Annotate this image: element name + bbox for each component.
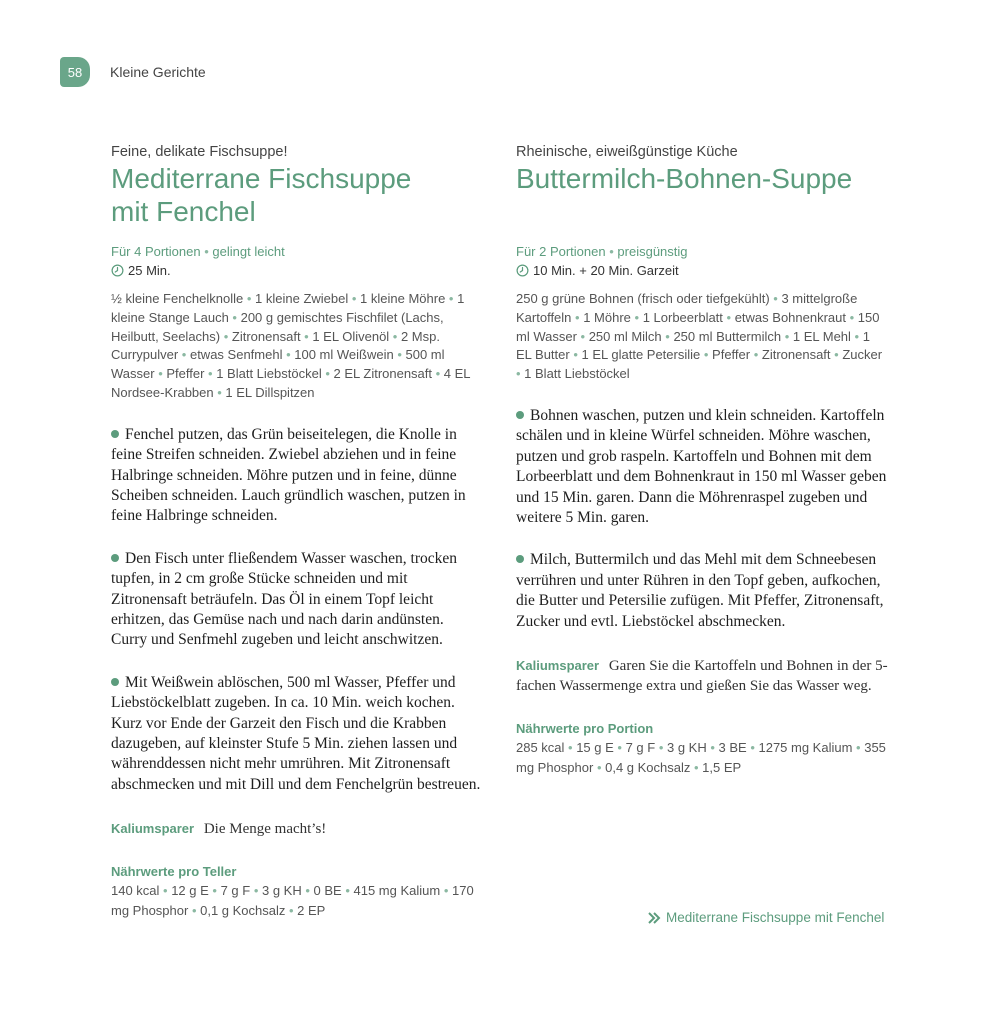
list-item: 250 ml Buttermilch [673,328,782,344]
list-item: 7 g F [220,882,251,898]
separator-dot: • [188,903,201,919]
list-item: 2 EL Zitronensaft [333,366,433,382]
list-item: 1 Lorbeerblatt [642,309,723,325]
step-text: Fenchel putzen, das Grün beiseitelegen, die Knolle in feine Streifen schneiden. Zwiebel abziehen und in feine Halbringe schneiden. Möhre putzen und in feine, dünne Scheiben schneiden. Lauch gründlich waschen, putzen in feine Halbringe schneiden. [111,425,466,525]
recipe-buttermilch-bohnen-suppe [516,142,888,779]
time-row [516,261,888,280]
separator-dot: • [445,291,458,306]
separator-dot: • [661,328,674,344]
separator-dot: • [208,882,221,898]
tip-box [516,656,888,697]
step-paragraph [516,406,888,528]
list-item: 1 kleine Möhre [360,291,446,306]
tip-label: Kaliumsparer [516,658,600,674]
difficulty: gelingt leicht [212,244,285,259]
tip-text: Garen Sie die Kartoffeln und Bohnen in der 5-fachen Wassermenge extra und gießen Sie das Wasser weg. [516,658,888,695]
list-item: 3 g KH [666,739,707,755]
separator-dot: • [440,882,452,898]
recipe-kicker: Rheinische, eiweißgünstige Küche [516,144,738,160]
list-item: 1 EL Olivenöl [312,328,390,344]
separator-dot: • [228,309,241,325]
separator-dot: • [300,328,313,344]
list-item: 1 EL Dillspitzen [225,384,315,400]
list-item: 1 kleine Zwiebel [255,291,349,306]
list-item: 250 ml Milch [588,328,662,344]
list-item: 0 BE [313,882,342,898]
step-text: Milch, Buttermilch und das Mehl mit dem Schneebesen verrühren und unter Rühren in den Topf geben, aufkochen, die Butter und Petersilie zufügen. Mit Pfeffer, Zitronensaft, Zucker und evtl. Liebstöckel abschmecken. [516,551,884,630]
separator-dot: • [781,328,793,344]
recipe-kicker: Feine, delikate Fischsuppe! [111,144,288,160]
recipe-title-line2: mit Fenchel [111,196,256,227]
cross-reference-text: Mediterrane Fischsuppe mit Fenchel [666,910,885,925]
running-head: Kleine Gerichte [110,64,206,80]
step-text: Mit Weißwein ablöschen, 500 ml Wasser, Pfeffer und Liebstöckelblatt zugeben. In ca. 10 Min. weich kochen. Kurz vor Ende der Garzeit den Fisch und die Krabben dazugeben, auf kleinster Stufe 5 Min. ziehen lassen und währenddessen nicht mehr umrühren. Mit Zitronensaft abschmecken und mit Dill und dem Fenchelgrün bestreuen. [111,673,481,793]
nutrition-label: Nährwerte pro Teller [111,863,237,879]
separator-dot: • [213,384,226,400]
list-item: 4 EL Nordsee-Krabben [111,366,471,400]
step-paragraph [111,673,483,795]
separator-dot: • [569,347,582,363]
list-item: 3 BE [718,739,747,755]
separator-dot: • [285,903,298,919]
bullet-dot [111,678,119,686]
cross-reference-link[interactable] [648,910,884,925]
tip-box [111,819,483,839]
tip-label: Kaliumsparer [111,821,195,837]
separator-dot: • [593,760,606,776]
step-paragraph [111,425,483,527]
step-paragraph [111,549,483,651]
separator-dot: • [690,760,703,776]
separator-dot: • [154,366,167,382]
list-item: 100 ml Weißwein [294,347,394,363]
tip-text: Die Menge macht’s! [203,821,327,838]
portions: Für 2 Portionen [516,244,606,259]
bullet-dot [111,430,119,438]
list-item: 1,5 EP [702,760,742,776]
nutrition-values [111,881,483,922]
portions: Für 4 Portionen [111,244,201,259]
separator-dot: • [613,739,626,755]
separator-dot: • [852,739,865,755]
prep-time: 10 Min. + 20 Min. Garzeit [533,263,679,278]
list-item: 2 EP [297,903,326,919]
page-number-tab [60,57,90,87]
list-item: ½ kleine Fenchelknolle [111,291,244,306]
step-paragraph [516,550,888,632]
separator-dot: • [389,328,401,344]
page-number: 58 [67,64,83,80]
list-item: Pfeffer [712,347,751,363]
list-item: 0,4 g Kochsalz [605,760,691,776]
time-row [111,261,483,280]
separator-dot: • [850,328,863,344]
recipe-title-line1: Buttermilch-Bohnen-Suppe [516,163,853,194]
step-text: Bohnen waschen, putzen und klein schneiden. Kartoffeln schälen und in kleine Würfel schneiden. Möhre waschen, putzen und grob raspeln. Kartoffeln und Bohnen mit dem Lorbeerblatt und dem Bohnenkraut in 150 ml Wasser geben und 15 Min. garen. Dann die Möhrenraspel zugeben und weitere 5 Min. garen. [516,406,887,527]
separator-dot: • [282,347,295,363]
bullet-dot [516,411,524,419]
list-item: Zitronensaft [231,328,301,344]
list-item: Zitronensaft [761,347,831,363]
separator-dot: • [250,882,262,898]
prep-time: 25 Min. [128,263,171,278]
ingredient-list [516,290,888,384]
recipe-fischsuppe [111,142,483,922]
list-item: 3 mittelgroße Kartoffeln [516,291,858,325]
recipe-title [516,162,888,195]
separator-dot: • [706,739,719,755]
separator-dot: • [178,347,190,363]
clock-icon [516,264,529,277]
separator-dot: • [432,366,444,382]
list-item: 1 EL glatte Petersilie [581,347,701,363]
separator-dot: • [722,309,735,325]
separator-dot: • [516,366,525,382]
list-item: 15 g E [576,739,614,755]
recipe-meta [516,242,888,261]
list-item: 170 mg Phosphor [111,882,474,919]
separator-dot: • [846,309,858,325]
separator-dot: • [204,244,209,259]
list-item: 355 mg Phosphor [516,739,886,776]
list-item: 250 g grüne Bohnen (frisch oder tiefgekühlt) [516,291,770,306]
list-item: 200 g gemischtes Fischfilet (Lachs, Heilbutt, Seelachs) [111,309,444,344]
list-item: 1275 mg Kalium [758,739,853,755]
list-item: 1 EL Mehl [792,328,851,344]
separator-dot: • [700,347,713,363]
separator-dot: • [655,739,667,755]
list-item: 415 mg Kalium [353,882,441,898]
step-text: Den Fisch unter fließendem Wasser waschen, trocken tupfen, in 2 cm große Stücke schneiden und mit Zitronensaft beträufeln. Das Öl in einem Topf leicht erhitzen, das Gemüse nach und nach darin andünsten. Curry und Senfmehl zugeben und leicht anschwitzen. [111,549,458,649]
separator-dot: • [159,882,172,898]
ingredient-list [111,290,483,403]
separator-dot: • [576,328,589,344]
separator-dot: • [630,309,643,325]
recipe-title-line1: Mediterrane Fischsuppe [111,163,412,194]
list-item: 285 kcal [516,739,565,755]
recipe-title [111,162,483,228]
clock-icon [111,264,124,277]
list-item: 3 g KH [261,882,302,898]
list-item: etwas Senfmehl [189,347,283,363]
list-item: 1 Blatt Liebstöckel [524,366,630,382]
separator-dot: • [220,328,232,344]
nutrition-values [516,738,888,779]
recipe-meta [111,242,483,261]
list-item: 0,1 g Kochsalz [200,903,286,919]
list-item: 12 g E [171,882,209,898]
list-item: 150 ml Wasser [516,309,880,344]
list-item: etwas Bohnenkraut [734,309,846,325]
list-item: 140 kcal [111,882,160,898]
separator-dot: • [564,739,577,755]
list-item: 1 Möhre [583,309,631,325]
separator-dot: • [830,347,843,363]
list-item: 500 ml Wasser [111,347,445,382]
list-item: 2 Msp. Currypulver [111,328,440,363]
list-item: Zucker [842,347,883,363]
separator-dot: • [341,882,354,898]
separator-dot: • [571,309,584,325]
separator-dot: • [609,244,614,259]
bullet-dot [111,554,119,562]
list-item: 1 kleine Stange Lauch [111,291,465,325]
list-item: 7 g F [625,739,656,755]
bullet-dot [516,555,524,563]
separator-dot: • [393,347,406,363]
separator-dot: • [750,347,762,363]
double-chevron-right-icon [648,912,661,924]
price-level: preisgünstig [617,244,688,259]
list-item: 1 EL Butter [516,328,870,363]
separator-dot: • [301,882,314,898]
separator-dot: • [769,291,782,306]
separator-dot: • [321,366,334,382]
separator-dot: • [746,739,759,755]
nutrition-label: Nährwerte pro Portion [516,720,654,736]
list-item: 1 Blatt Liebstöckel [216,366,322,382]
list-item: Pfeffer [166,366,205,382]
separator-dot: • [348,291,361,306]
separator-dot: • [204,366,217,382]
separator-dot: • [243,291,256,306]
